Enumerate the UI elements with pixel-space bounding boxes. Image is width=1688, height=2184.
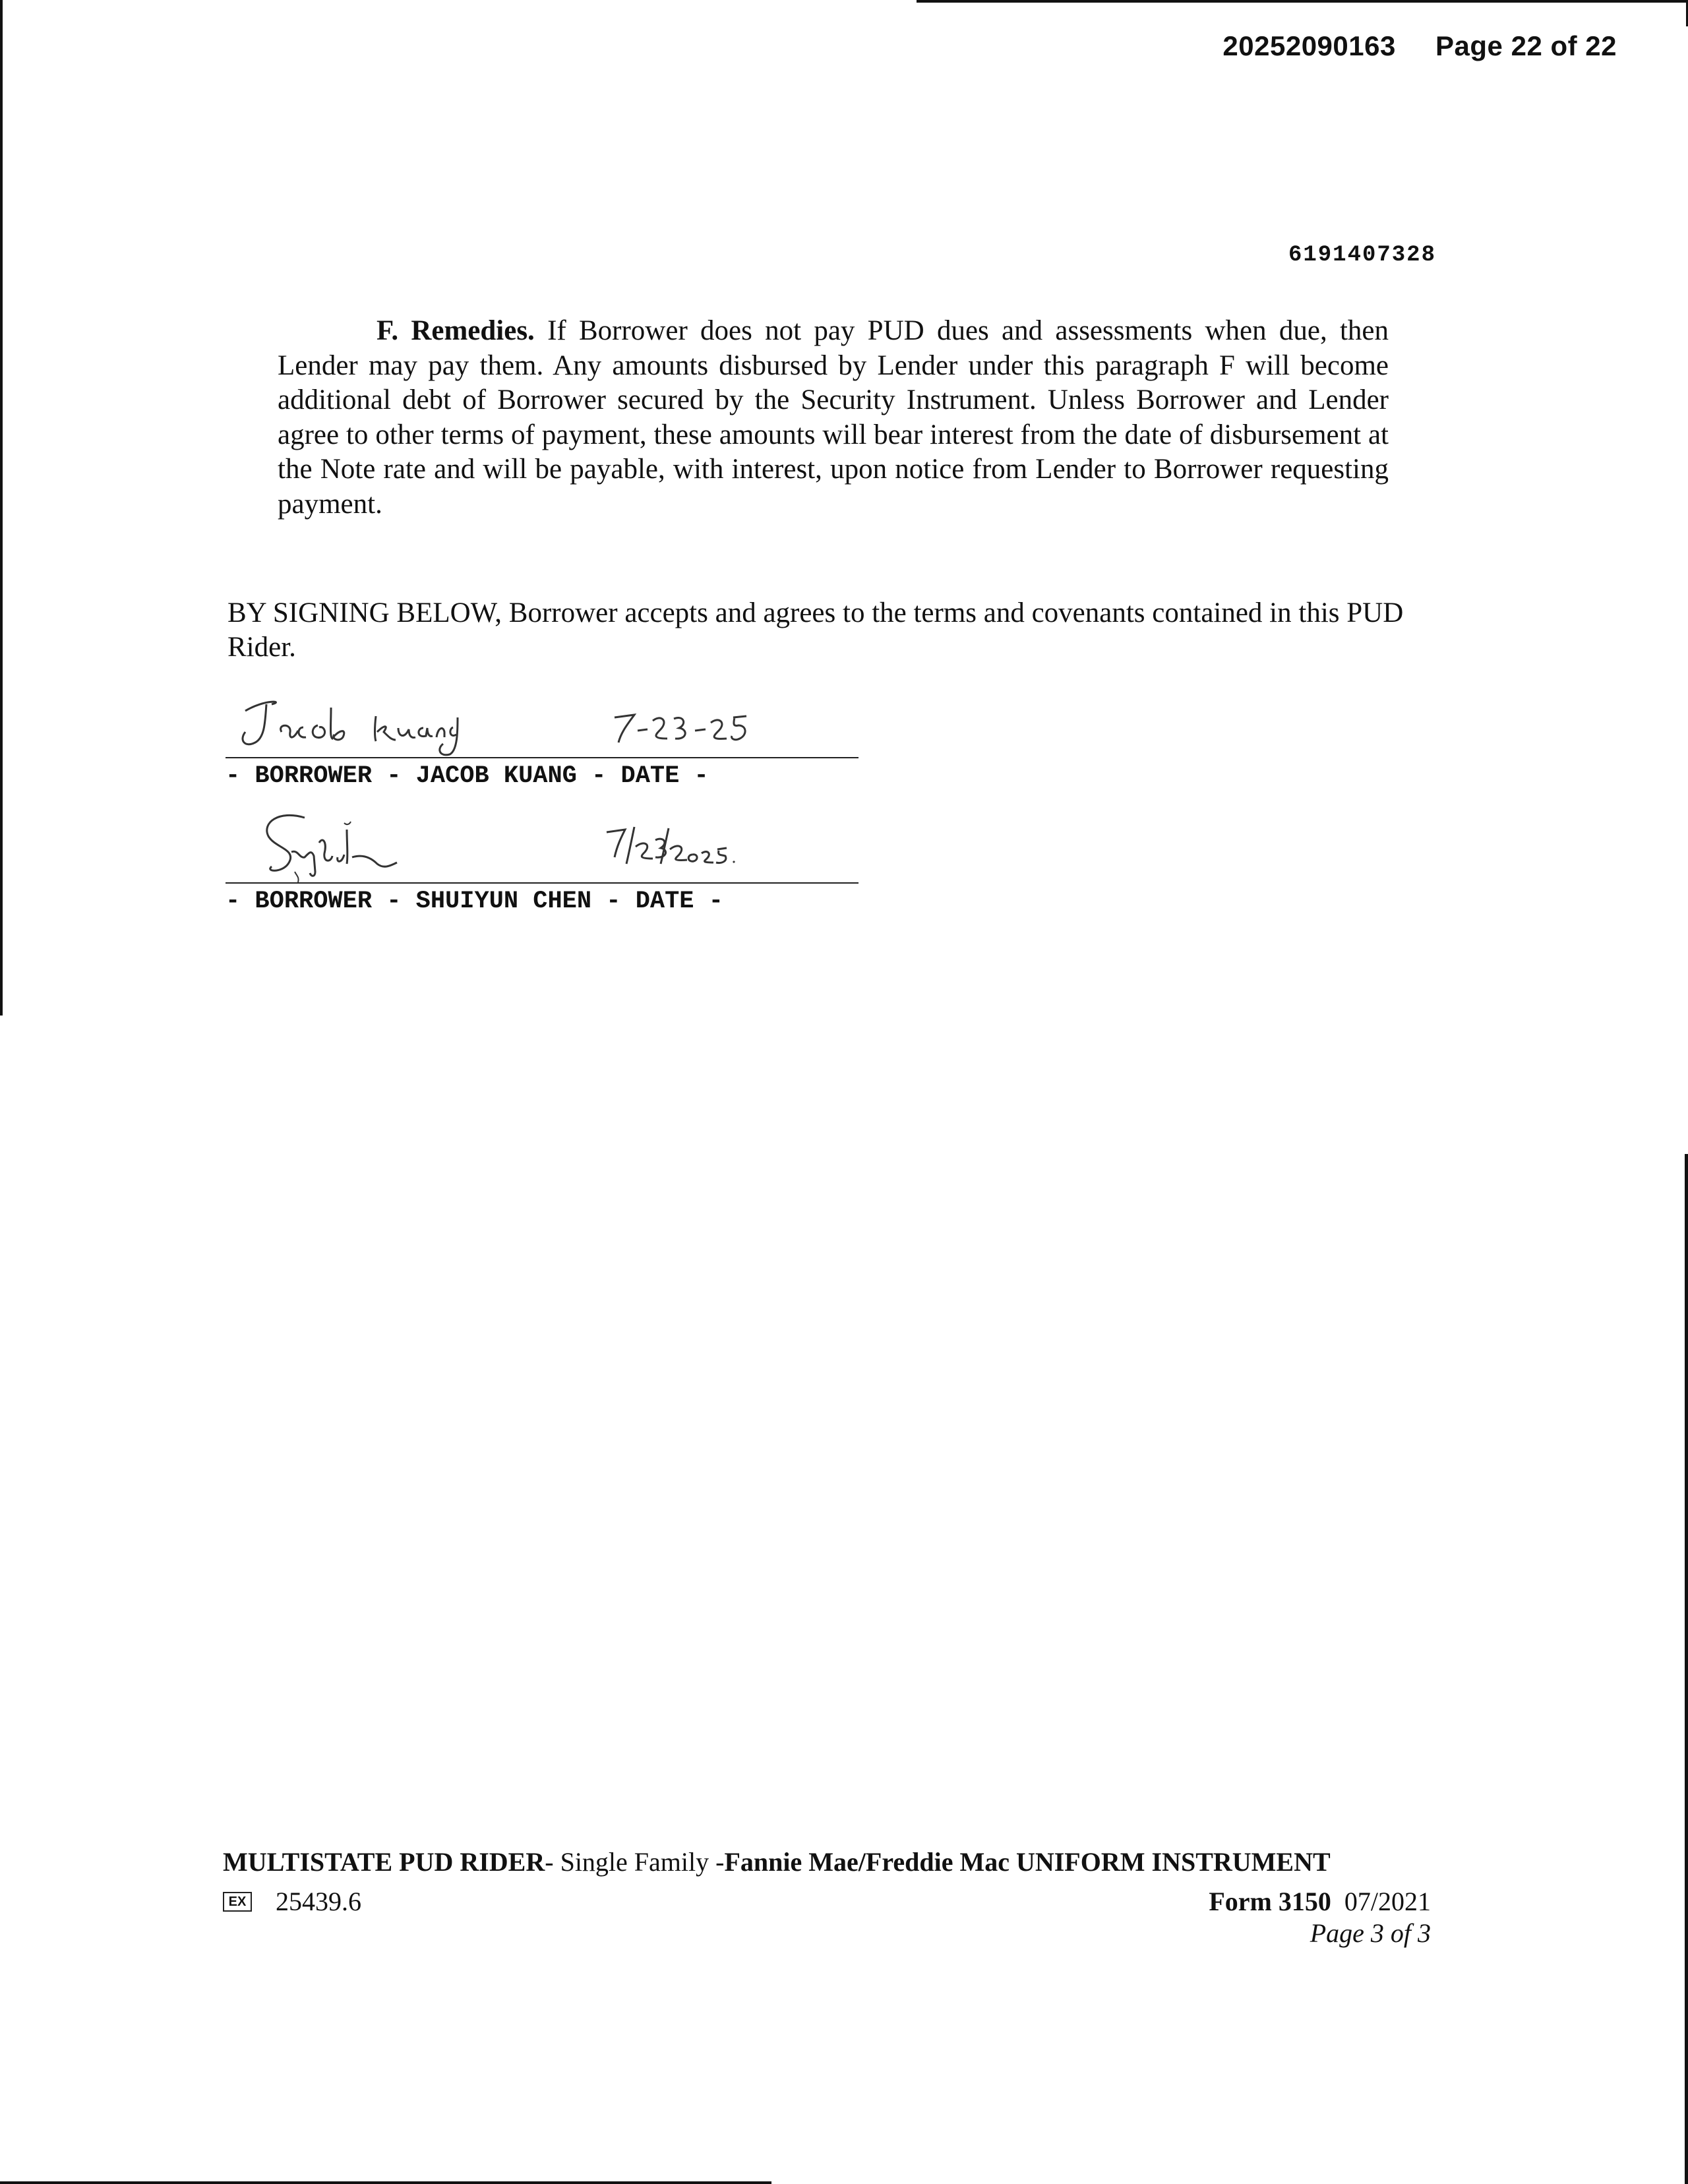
section-f-body: If Borrower does not pay PUD dues and assessments when due, then Lender may pay them. Any amounts disbursed by Lender under this paragraph F will become additional debt of Borrower secured by the Security Instrument. Unless Borrower and Lender agree to other terms of payment, these amounts will bear interest from the date of disbursement at the Note rate and will be payable, with interest, upon notice from Lender to Borrower requesting payment. (278, 315, 1389, 520)
form-title-part3: Fannie Mae/Freddie Mac UNIFORM INSTRUMENT (724, 1847, 1331, 1877)
form-label: Form 3150 (1209, 1887, 1331, 1916)
scan-edge-right (1685, 1154, 1688, 2184)
section-f-heading: F. Remedies. (377, 315, 535, 346)
scan-edge-left (0, 0, 3, 1016)
signature-line (226, 691, 859, 758)
handwritten-signature-jacob (226, 691, 859, 757)
ellie-mae-ex-icon: EX (223, 1892, 252, 1912)
form-title-part2: - Single Family - (545, 1847, 725, 1877)
form-code (223, 1886, 361, 1918)
recording-header (1222, 30, 1617, 62)
scan-edge-bottom (0, 2181, 771, 2184)
form-title (223, 1846, 1331, 1877)
page-of: Page 3 of 3 (1310, 1918, 1431, 1948)
recording-number: 20252090163 (1222, 30, 1396, 61)
doc-code: 25439.6 (276, 1887, 361, 1916)
scan-edge-top (917, 0, 1688, 3)
signature-block-borrower-1 (226, 691, 859, 790)
form-number (1209, 1886, 1431, 1918)
form-title-part1: MULTISTATE PUD RIDER (223, 1847, 545, 1877)
form-date: 07/2021 (1344, 1887, 1431, 1916)
form-number-block (1209, 1886, 1431, 1949)
signature-block-borrower-2 (226, 816, 859, 915)
section-f-remedies (278, 314, 1389, 522)
signing-statement: BY SIGNING BELOW, Borrower accepts and agrees to the terms and covenants contained in this PUD Rider. (227, 597, 1404, 663)
signature-caption: - BORROWER - JACOB KUANG - DATE - (226, 762, 709, 790)
handwritten-signature-shuiyun (226, 803, 859, 889)
loan-number: 6191407328 (1288, 243, 1436, 268)
signature-line (226, 816, 859, 884)
signature-caption: - BORROWER - SHUIYUN CHEN - DATE - (226, 888, 723, 915)
page-label: Page 22 of 22 (1435, 30, 1617, 61)
